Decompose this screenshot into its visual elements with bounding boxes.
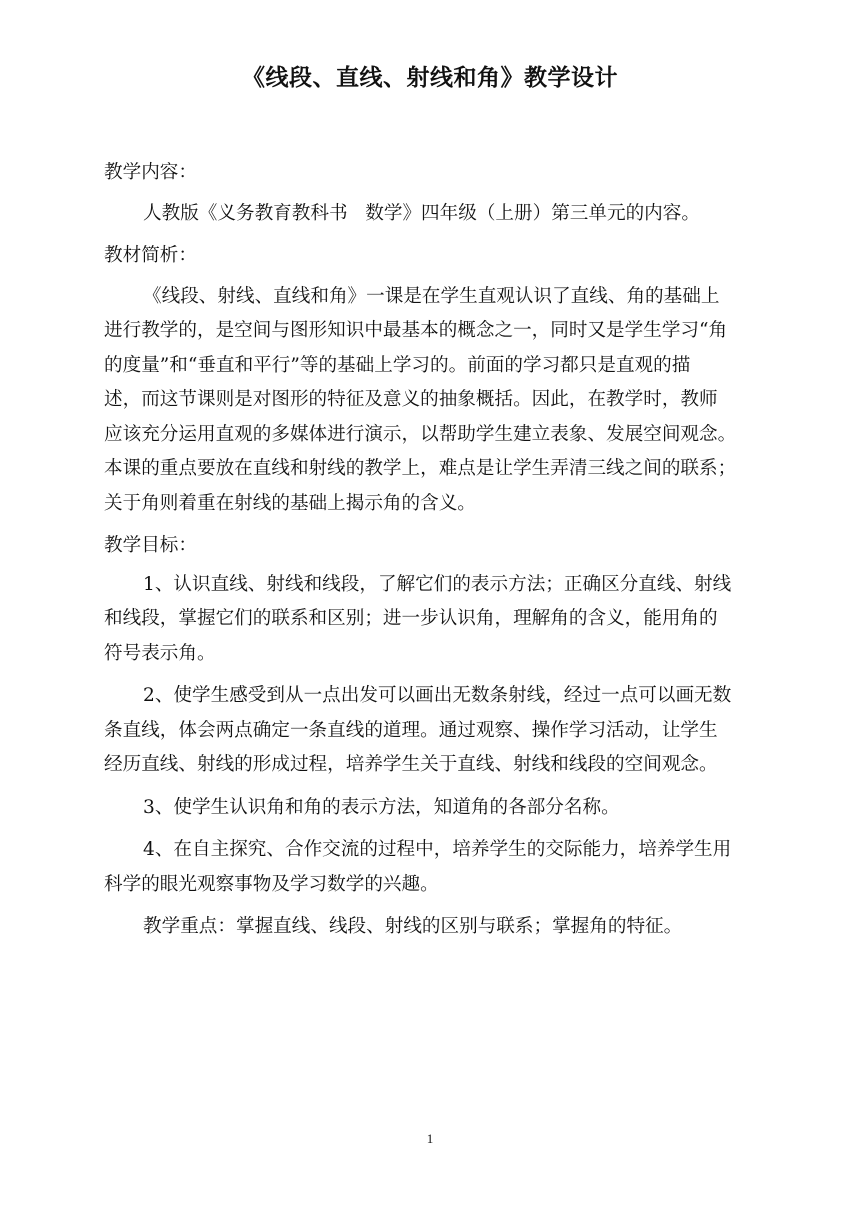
- section-heading-content: 教学内容：: [104, 162, 197, 183]
- page-number: 1: [426, 1131, 434, 1146]
- objective-line: 符号表示角。: [104, 642, 216, 664]
- analysis-line: 本课的重点要放在直线和射线的教学上，难点是让学生弄清三线之间的联系；: [104, 458, 737, 479]
- objective-line: 和线段，掌握它们的联系和区别；进一步认识角，理解角的含义，能用角的: [104, 608, 718, 629]
- objective-line: 经历直线、射线的形成过程，培养学生关于直线、射线和线段的空间观念。: [104, 754, 718, 775]
- objective-line: 科学的眼光观察事物及学习数学的兴趣。: [104, 873, 439, 895]
- analysis-paragraph: [104, 280, 780, 522]
- objective-line: 3、使学生认识角和角的表示方法，知道角的各部分名称。: [143, 796, 620, 818]
- objective-line: 2、使学生感受到从一点出发可以画出无数条射线，经过一点可以画无数: [143, 685, 732, 706]
- objective-line: 4、在自主探究、合作交流的过程中，培养学生的交际能力，培养学生用: [143, 839, 732, 860]
- objective-line: 条直线，体会两点确定一条直线的道理。通过观察、操作学习活动，让学生: [104, 719, 718, 741]
- analysis-line: 关于角则着重在射线的基础上揭示角的含义。: [104, 492, 476, 514]
- objective-item-1: [104, 568, 780, 672]
- analysis-line: 应该充分运用直观的多媒体进行演示，以帮助学生建立表象、发展空间观念。: [104, 423, 737, 445]
- analysis-line: 《线段、射线、直线和角》一课是在学生直观认识了直线、角的基础上: [143, 285, 720, 307]
- key-points-paragraph: 教学重点：掌握直线、线段、射线的区别与联系；掌握角的特征。: [143, 916, 683, 937]
- section-heading-objectives: 教学目标：: [104, 535, 197, 556]
- section-heading-analysis: 教材简析：: [104, 245, 197, 266]
- analysis-line: 的度量”和“垂直和平行”等的基础上学习的。前面的学习都只是直观的描: [104, 354, 691, 376]
- document-body: [104, 150, 780, 953]
- analysis-line: 述，而这节课则是对图形的特征及意义的抽象概括。因此，在教学时，教师: [104, 389, 718, 410]
- analysis-line: 进行教学的，是空间与图形知识中最基本的概念之一，同时又是学生学习“角: [104, 320, 728, 341]
- objective-line: 1、认识直线、射线和线段，了解它们的表示方法；正确区分直线、射线: [143, 573, 732, 595]
- objective-item-4: [104, 833, 780, 902]
- objective-item-3: [104, 791, 780, 826]
- content-paragraph: 人教版《义务教育教科书 数学》四年级（上册）第三单元的内容。: [143, 202, 700, 224]
- objective-item-2: [104, 679, 780, 783]
- document-title: 《线段、直线、射线和角》教学设计: [242, 65, 618, 91]
